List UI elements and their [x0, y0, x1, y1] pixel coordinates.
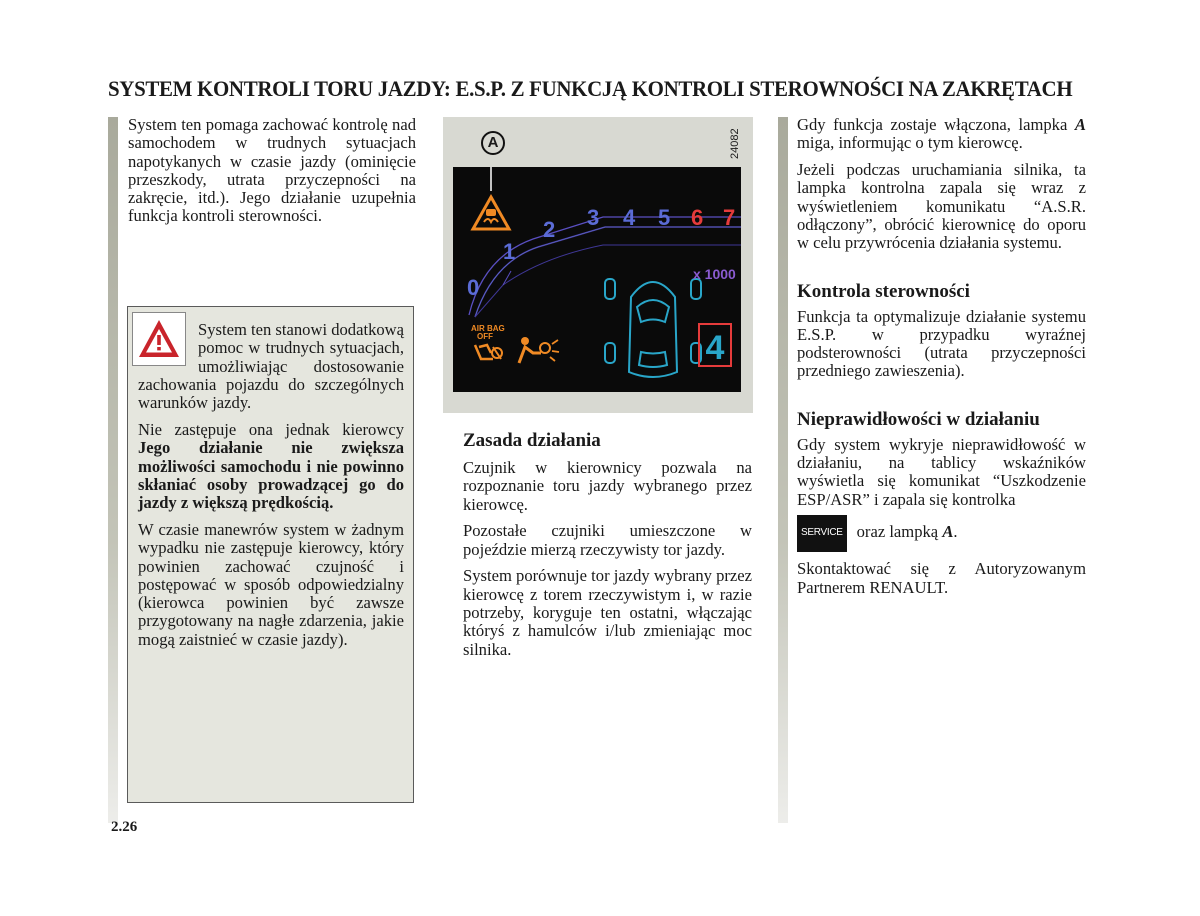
intro-paragraph: System ten pomaga zachować kontrolę nad samochodem w trudnych sytuacjach napotykanych w czasie jazdy (ominięcie przeszkody, utrata przyczepności na zakręcie, itd.). Jego działanie uzupełnia funkcja kontroli sterowności.: [128, 115, 416, 226]
esp-lamp-icon: [473, 197, 509, 229]
section-heading-nieprawidlowosci: Nieprawidłowości w działaniu: [797, 408, 1040, 430]
figure-label-a: A: [481, 131, 505, 155]
middle-paragraph-2: Pozostałe czujniki umieszczone w pojeździe mierzą rzeczywisty tor jazdy.: [463, 521, 752, 559]
middle-paragraph-3: System porównuje tor jazdy wybrany przez kierowcę z torem rzeczywistym i, w razie potrzeby, koryguje ten ostatni, włączając któryś z hamulców i/lub zmieniając moc silnika.: [463, 566, 752, 659]
rpm-digit-0: 0: [467, 275, 480, 300]
rpm-digit-7: 7: [723, 205, 736, 230]
figure-number: 24082: [729, 128, 741, 159]
rpm-digit-1: 1: [503, 239, 516, 264]
warning-paragraph-2: Nie zastępuje ona jednak kierowcy Jego działanie nie zwiększa możliwości samochodu i nie powinno skłaniać osoby prowadzącej go do jazdy z większą prędkością.: [138, 419, 404, 513]
left-margin-bar: [108, 117, 118, 823]
warning-paragraph-1: System ten stanowi dodatkową pomoc w trudnych sytuacjach, umożliwiając dostosowanie zachowania pojazdu do szczególnych warunków jazdy.: [138, 320, 405, 413]
rpm-digit-2: 2: [543, 217, 556, 242]
lamp-a-ref-2: A: [942, 522, 954, 542]
section-heading-kontrola: Kontrola sterowności: [797, 280, 970, 302]
left-column: [128, 116, 416, 234]
right-column: [797, 116, 1086, 605]
middle-paragraph-1: Czujnik w kierownicy pozwala na rozpoznanie toru jazdy wybranego przez kierowcę.: [463, 458, 752, 514]
airbag-label-1: AIR BAG: [471, 324, 505, 333]
gear-digit: 4: [705, 329, 725, 367]
right-paragraph-5: SERVICE oraz lampką A.: [797, 515, 1086, 551]
rpm-multiplier: x 1000: [693, 266, 736, 282]
dashboard-display: [453, 167, 741, 392]
page-title: SYSTEM KONTROLI TORU JAZDY: E.S.P. Z FUNKCJĄ KONTROLI STEROWNOŚCI NA ZAKRĘTACH: [108, 76, 1073, 101]
lamp-a-ref: A: [1074, 115, 1086, 134]
right-paragraph-2: Jeżeli podczas uruchamiania silnika, ta lampka kontrolna zapala się wraz z wyświetleniem komunikatu “A.S.R. odłączony”, obrócić kierownicę do oporu w celu przywrócenia działania systemu.: [797, 160, 1086, 253]
middle-margin-bar: [778, 117, 788, 823]
rpm-digit-5: 5: [658, 205, 671, 230]
airbag-icon: [519, 337, 559, 363]
warning-bold-text: Jego działanie nie zwiększa możliwości samochodu i nie powinno skłaniać osoby prowadzącej go do jazdy z większą prędkością.: [138, 438, 404, 513]
warning-text: [138, 321, 404, 658]
airbag-off-icon: [471, 324, 505, 359]
right-paragraph-4: Gdy system wykryje nieprawidłowość w działaniu, na tablicy wskaźników wyświetla się komunikat “Uszkodzenie ESP/ASR” i zapala się kontrolka: [797, 434, 1086, 509]
service-lamp-icon: SERVICE: [797, 515, 847, 551]
rpm-digit-3: 3: [587, 205, 600, 230]
right-paragraph-1: Gdy funkcja zostaje włączona, lampka A miga, informując o tym kierowcę.: [797, 115, 1086, 153]
page-number: 2.26: [111, 819, 138, 835]
section-heading-zasada: Zasada działania: [463, 430, 601, 451]
gear-indicator: [699, 324, 731, 367]
rpm-digit-6: 6: [691, 205, 704, 230]
warning-paragraph-3: W czasie manewrów system w żadnym wypadku nie zastępuje kierowcy, który powinien zachować czujność i postępować w sposób odpowiedzialny (kierowca powinien być zawsze przygotowany na nagłe zdarzenia, jakie mogą zaistnieć w czasie jazdy).: [138, 519, 404, 649]
car-diagram-icon: [605, 279, 701, 377]
warning-box: [127, 306, 414, 803]
middle-column: [463, 430, 752, 667]
right-paragraph-3: Funkcja ta optymalizuje działanie systemu E.S.P. w przypadku wyraźnej podsterowności (utrata przyczepności przedniego zawieszenia).: [797, 306, 1086, 381]
right-paragraph-6: Skontaktować się z Autoryzowanym Partnerem RENAULT.: [797, 559, 1086, 597]
airbag-label-2: OFF: [477, 332, 493, 341]
rpm-digit-4: 4: [623, 205, 636, 230]
instrument-panel-figure: [443, 117, 753, 413]
